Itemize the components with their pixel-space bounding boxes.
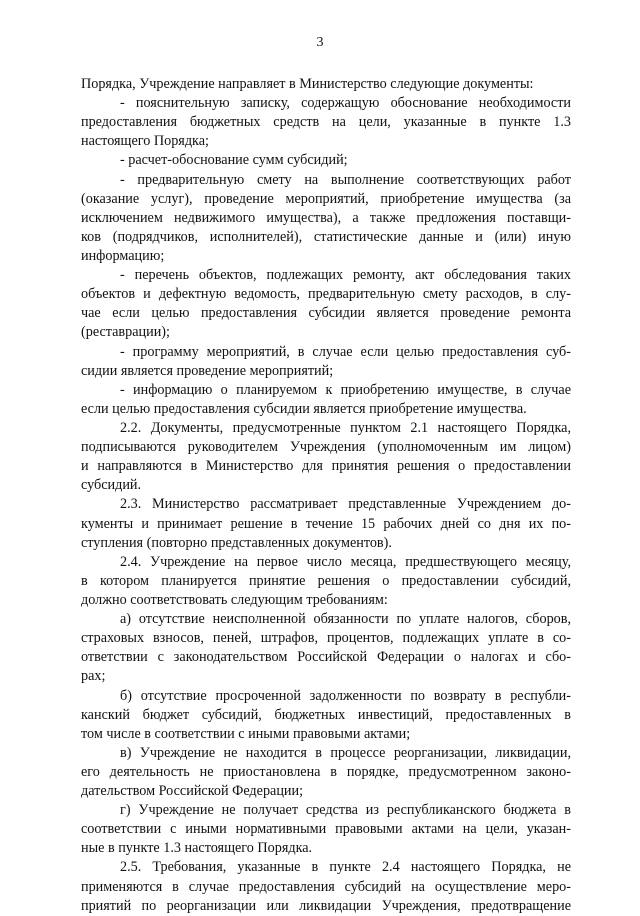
text-line: 2.5. Требования, указанные в пункте 2.4 настоящего Порядка, не [120, 859, 571, 876]
text-line: 2.3. Министерство рассматривает представленные Учреждением до- [120, 496, 571, 513]
text-line: должно соответствовать следующим требованиям: [81, 591, 388, 608]
text-line: том числе в соответствии с иными правовыми актами; [81, 725, 411, 742]
text-line: (реставрации); [81, 324, 170, 341]
text-line: субсидий. [81, 477, 142, 494]
text-line: - расчет-обоснование сумм субсидий; [120, 152, 348, 169]
text-line: объектов и дефектную ведомость, предварительную смету расходов, в слу- [81, 286, 571, 303]
text-line: подписываются руководителем Учреждения (уполномоченным им лицом) [81, 439, 571, 456]
text-line: его деятельность не приостановлена в порядке, предусмотренном законо- [81, 763, 571, 780]
text-line: ков (подрядчиков, исполнителей), статистические данные и (или) иную [81, 228, 571, 245]
text-line: - предварительную смету на выполнение соответствующих работ [120, 171, 571, 188]
text-line: 2.2. Документы, предусмотренные пунктом 2.1 настоящего Порядка, [120, 419, 571, 436]
text-line: если целью предоставления субсидии является приобретение имущества. [81, 400, 527, 417]
text-line: ответствии с законодательством Российской Федерации о налогах и сбо- [81, 649, 571, 666]
text-line: применяются в случае предоставления субсидий на осуществление меро- [81, 878, 571, 895]
text-line: - перечень объектов, подлежащих ремонту, акт обследования таких [120, 267, 571, 284]
text-line: в котором планируется принятие решения о предоставлении субсидий, [81, 572, 571, 589]
text-line: дательством Российской Федерации; [81, 783, 304, 800]
text-line: 2.4. Учреждение на первое число месяца, предшествующего месяцу, [120, 553, 571, 570]
document-body [81, 75, 571, 916]
text-line: и направляются в Министерство для принятия решения о предоставлении [81, 458, 571, 475]
text-line: чае если целью предоставления субсидии является проведение ремонта [81, 305, 571, 322]
text-line: настоящего Порядка; [81, 133, 209, 150]
text-line: страховых взносов, пеней, штрафов, процентов, подлежащих уплате в со- [81, 630, 571, 647]
text-line: кументы и принимает решение в течение 15 рабочих дней со дня их по- [81, 515, 571, 532]
text-line: информацию; [81, 247, 165, 264]
text-line: рах; [81, 668, 106, 685]
text-line: исключением недвижимого имущества), а также предложения поставщи- [81, 209, 571, 226]
text-line: г) Учреждение не получает средства из республиканского бюджета в [120, 802, 571, 819]
text-line: ступления (повторно представленных документов). [81, 534, 392, 551]
text-line: б) отсутствие просроченной задолженности по возврату в республи- [120, 687, 571, 704]
text-line: (оказание услуг), проведение мероприятий, приобретение имущества (за [81, 190, 571, 207]
text-line: сидии является проведение мероприятий; [81, 362, 334, 379]
text-line: а) отсутствие неисполненной обязанности по уплате налогов, сборов, [120, 611, 571, 628]
text-line: - информацию о планируемом к приобретению имуществе, в случае [120, 381, 571, 398]
text-line: соответствии с иными нормативными правовыми актами на цели, указан- [81, 821, 571, 838]
text-line: - пояснительную записку, содержащую обоснование необходимости [120, 95, 571, 112]
text-line: - программу мероприятий, в случае если целью предоставления суб- [120, 343, 571, 360]
text-line: предоставления бюджетных средств на цели, указанные в пункте 1.3 [81, 114, 571, 131]
page-number: 3 [316, 35, 324, 50]
text-line: приятий по реорганизации или ликвидации Учреждения, предотвращение [81, 897, 571, 914]
text-line: Порядка, Учреждение направляет в Министерство следующие документы: [81, 76, 534, 92]
text-line: в) Учреждение не находится в процессе реорганизации, ликвидации, [120, 744, 571, 761]
text-line: канский бюджет субсидий, бюджетных инвестиций, предоставленных в [81, 706, 571, 723]
text-line: ные в пункте 1.3 настоящего Порядка. [81, 840, 313, 857]
